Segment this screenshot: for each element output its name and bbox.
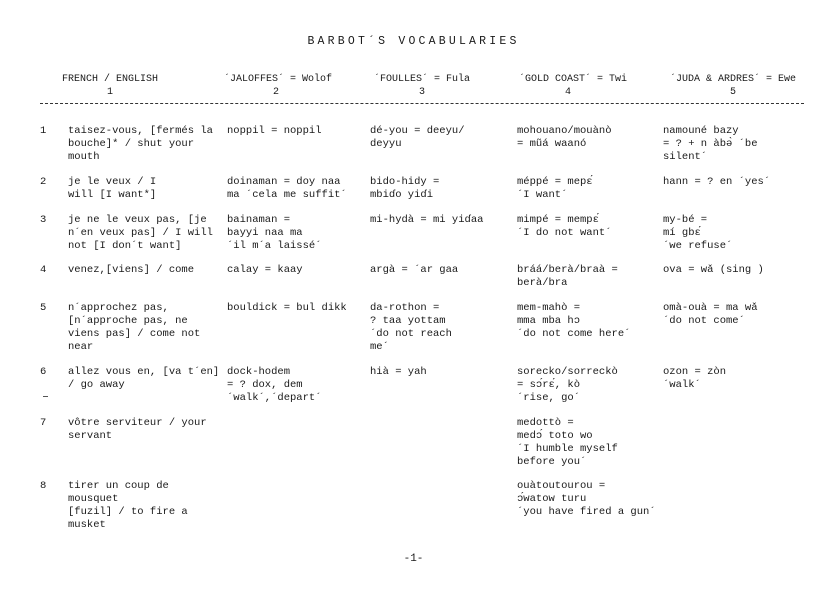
row-number: 8: [40, 480, 47, 492]
cell-french-english: je le veux / I will [I want*]: [68, 176, 157, 201]
cell-ewe: ozon = zòn ´walk´: [663, 366, 727, 391]
column-header-number: 4: [564, 87, 571, 98]
row-number: 6: [40, 366, 47, 378]
cell-fula: bido-hidy = mbiɗo yiɗi: [370, 176, 440, 201]
column-header-label: FRENCH / ENGLISH: [61, 74, 158, 85]
row-number: 3: [40, 214, 47, 226]
cell-french-english: n´approchez pas, [n´approche pas, ne viens pas] / come not near: [68, 302, 201, 353]
column-header-number: 2: [272, 87, 279, 98]
row-number: 5: [40, 302, 47, 314]
column-header-number: 5: [729, 87, 736, 98]
cell-twi: ouàtoutourou = ɔ́watow turu ´you have fired a gun´: [517, 480, 656, 518]
cell-fula: mi-hydà = mi yiɗaa: [370, 214, 484, 226]
cell-french-english: taisez-vous, [fermés la bouche]* / shut your mouth: [68, 125, 213, 163]
cell-wolof: calay = kaay: [227, 264, 303, 276]
cell-twi: mimpé = mempɛ́ ´I do not want´: [517, 214, 612, 239]
column-header-twi: [519, 73, 628, 99]
cell-twi: sorecko/sorreckò = sɔ́rɛ́, kò ´rise, go´: [517, 366, 618, 404]
cell-french-english: venez,[viens] / come: [68, 264, 195, 276]
cell-twi: bráá/berà/braà = berà/bra: [517, 264, 618, 289]
column-header-fula: [372, 73, 472, 99]
cell-french-english: tirer un coup de mousquet [fuzil] / to fire a musket: [68, 480, 188, 531]
cell-fula: da-rothon = ? taa yottam ´do not reach me´: [370, 302, 452, 353]
row-number: 1: [40, 125, 47, 137]
cell-ewe: my-bé = mí gbɛ́ ´we refuse´: [663, 214, 733, 252]
page-number: -1-: [403, 553, 424, 565]
column-header-number: 1: [106, 87, 113, 98]
cell-wolof: bainaman = bayyi naa ma ´il m´a laissé´: [227, 214, 322, 252]
column-header-label: ´JALOFFES´ = Wolof: [224, 74, 333, 85]
cell-french-english: vôtre serviteur / your servant: [68, 417, 207, 442]
column-header-ewe: [664, 73, 802, 99]
cell-wolof: noppil = noppil: [227, 125, 322, 137]
header-divider: [40, 103, 804, 104]
cell-fula: hià = yah: [370, 366, 427, 378]
cell-twi: méppé = mepɛ́ ´I want´: [517, 176, 593, 201]
column-header-label: ´JUDA & ARDRES´ = Ewe: [669, 74, 797, 85]
cell-twi: mem-mahò = mma mba hɔ ´do not come here´: [517, 302, 631, 340]
column-header-label: ´GOLD COAST´ = Twi: [519, 74, 628, 85]
cell-ewe: ova = wǎ (sing ): [663, 264, 764, 276]
cell-ewe: namouné bazy = ? + n àbǝ̀ ´be silent´: [663, 125, 758, 163]
margin-mark: [43, 396, 48, 397]
row-number: 7: [40, 417, 47, 429]
cell-twi: medottò = medɔ́ toto wo ´I humble myself before you´: [517, 417, 618, 468]
row-number: 4: [40, 264, 47, 276]
cell-fula: argà = ´ar gaa: [370, 264, 459, 276]
page-title: BARBOT´S VOCABULARIES: [307, 35, 520, 48]
cell-ewe: hann = ? en ´yes´: [663, 176, 771, 188]
column-header-label: ´FOULLES´ = Fula: [373, 74, 470, 85]
cell-wolof: dock-hodem = ? dox, dem ´walk´,´depart´: [227, 366, 322, 404]
column-header-french-english: [60, 73, 160, 99]
cell-french-english: je ne le veux pas, [je n´en veux pas] / I will not [I don´t want]: [68, 214, 213, 252]
cell-wolof: doinaman = doy naa ma ´cela me suffit´: [227, 176, 347, 201]
column-header-number: 3: [418, 87, 425, 98]
cell-twi: mohouano/mouànò = mũá waanó: [517, 125, 612, 150]
cell-french-english: allez vous en, [va t´en] / go away: [68, 366, 220, 391]
cell-fula: dé-you = deeyu/ deyyu: [370, 125, 465, 150]
cell-wolof: bouldick = bul dikk: [227, 302, 347, 314]
cell-ewe: omà-ouà = ma wǎ ´do not come´: [663, 302, 758, 327]
row-number: 2: [40, 176, 47, 188]
column-header-wolof: [224, 73, 333, 99]
